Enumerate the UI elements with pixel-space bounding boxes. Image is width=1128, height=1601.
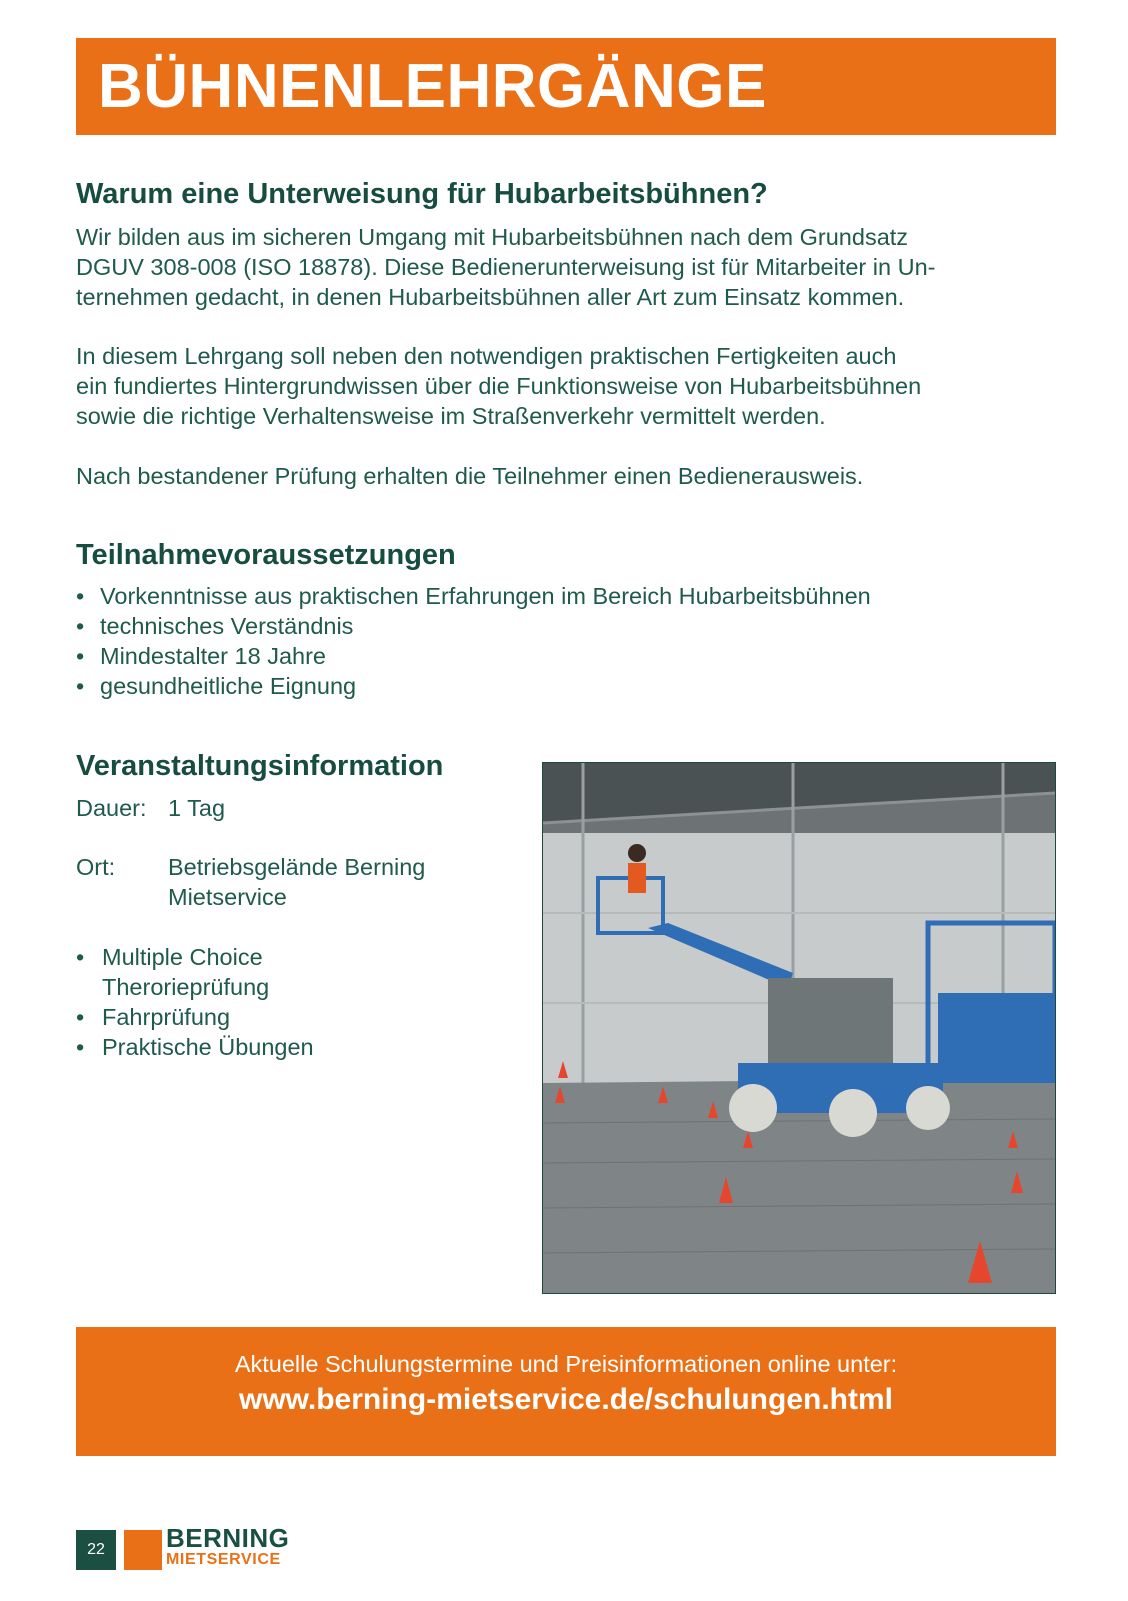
footer-url-link[interactable]: www.berning-mietservice.de/schulungen.html — [238, 1383, 893, 1416]
location-row — [76, 852, 516, 912]
page-title: BÜHNENLEHRGÄNGE — [98, 52, 767, 121]
list-item: • Fahrprüfung — [76, 1004, 231, 1030]
location-value: Betriebsgelände Berning Mietservice — [168, 854, 426, 910]
footer-banner — [76, 1327, 1056, 1456]
list-item: • Vorkenntnisse aus praktischen Erfahrungen im Bereich Hubarbeitsbühnen — [76, 583, 871, 609]
intro-p1-line3: ternehmen gedacht, in denen Hubarbeitsbühnen aller Art zum Einsatz kommen. — [76, 284, 905, 310]
page-number: 22 — [76, 1530, 116, 1570]
event-heading: Veranstaltungsinformation — [76, 750, 444, 782]
list-item: • Multiple Choice Therorieprüfung — [76, 944, 270, 1000]
duration-label: Dauer: — [76, 795, 147, 821]
intro-p1-line1: Wir bilden aus im sicheren Umgang mit Hubarbeitsbühnen nach dem Grundsatz — [76, 224, 909, 250]
header-banner — [76, 38, 1056, 135]
aerial-platform-photo — [542, 762, 1056, 1294]
logo-square-icon — [124, 1530, 162, 1570]
intro-paragraph-2 — [76, 341, 1056, 431]
requirements-list — [76, 581, 871, 701]
intro-paragraph-1 — [76, 222, 1056, 312]
brand-name: BERNING — [166, 1523, 290, 1553]
list-item: • gesundheitliche Eignung — [76, 673, 357, 699]
location-label: Ort: — [76, 854, 116, 880]
duration-row — [76, 793, 516, 823]
intro-p2-line3: sowie die richtige Verhaltensweise im Straßenverkehr vermittelt werden. — [76, 403, 826, 429]
requirements-heading: Teilnahmevoraussetzungen — [76, 539, 456, 571]
intro-paragraph-3: Nach bestandener Prüfung erhalten die Teilnehmer einen Bedienerausweis. — [76, 463, 864, 489]
footer-info-text: Aktuelle Schulungstermine und Preisinformationen online unter: — [234, 1351, 898, 1377]
intro-p2-line2: ein fundiertes Hintergrundwissen über die Funktionsweise von Hubarbeitsbühnen — [76, 373, 922, 399]
list-item: • Praktische Übungen — [76, 1034, 314, 1060]
brand-subtitle: MIETSERVICE — [166, 1551, 281, 1568]
intro-heading: Warum eine Unterweisung für Hubarbeitsbühnen? — [76, 178, 768, 210]
duration-value: 1 Tag — [168, 795, 226, 821]
event-list — [76, 942, 376, 1062]
photo-illustration — [543, 763, 1055, 1293]
intro-p1-line2: DGUV 308-008 (ISO 18878). Diese Bedienerunterweisung ist für Mitarbeiter in Un- — [76, 254, 936, 280]
list-item: • technisches Verständnis — [76, 613, 354, 639]
list-item: • Mindestalter 18 Jahre — [76, 643, 326, 669]
intro-p2-line1: In diesem Lehrgang soll neben den notwendigen praktischen Fertigkeiten auch — [76, 343, 897, 369]
